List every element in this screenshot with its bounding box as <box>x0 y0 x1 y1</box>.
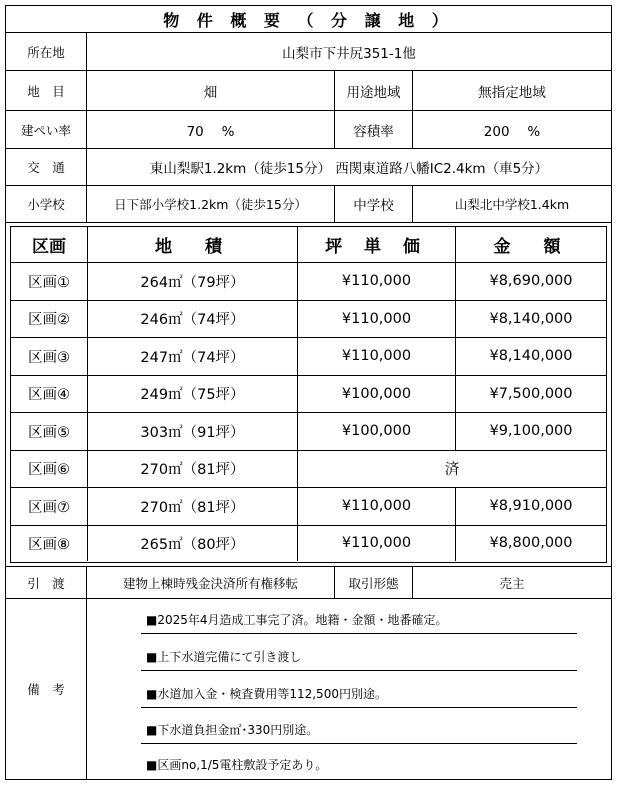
elementary-school-label: 小学校 <box>27 197 65 212</box>
lot-unit-price: ¥110,000 <box>297 263 455 300</box>
lot-name: 区画② <box>28 312 70 329</box>
school-row <box>6 186 611 223</box>
divider <box>141 707 577 708</box>
unit-price-header: 坪 単 価 <box>297 227 455 262</box>
lot-name: 区画① <box>28 274 70 291</box>
land-category-label: 地 目 <box>27 83 65 99</box>
lot-header: 区画 <box>32 237 66 257</box>
lot-name: 区画⑧ <box>28 536 70 553</box>
lot-price: ¥8,140,000 <box>455 338 606 375</box>
land-category-value: 畑 <box>86 71 334 110</box>
elementary-school-value: 日下部小学校1.2km（徒歩15分） <box>86 186 334 222</box>
lot-price: ¥8,910,000 <box>455 488 606 525</box>
transaction-type-label: 取引形態 <box>334 567 412 598</box>
table-row <box>11 301 606 339</box>
table-row <box>11 263 606 301</box>
transport-label: 交 通 <box>27 160 65 175</box>
divider <box>141 633 577 634</box>
lots-header-row <box>11 227 606 263</box>
lot-price: ¥8,800,000 <box>455 526 606 562</box>
divider <box>141 670 577 671</box>
page-title: 物 件 概 要 （ 分 譲 地 ） <box>163 10 454 30</box>
remarks-row <box>6 599 611 779</box>
table-row <box>11 413 606 451</box>
lot-unit-price: ¥100,000 <box>297 413 455 450</box>
table-row <box>11 376 606 414</box>
land-category-row <box>6 71 611 111</box>
remarks-label: 備 考 <box>27 682 65 697</box>
lot-name: 区画③ <box>28 349 70 366</box>
lot-price: ¥8,140,000 <box>455 301 606 338</box>
use-zone-value: 無指定地域 <box>412 71 611 110</box>
lot-area: 265㎡（80坪） <box>87 526 297 562</box>
lot-area: 249㎡（75坪） <box>87 376 297 413</box>
remark-note: ■水道加入金・検査費用等112,500円別途。 <box>146 687 387 701</box>
sold-mark: 済 <box>297 451 606 488</box>
lot-area: 264㎡（79坪） <box>87 263 297 300</box>
middle-school-value: 山梨北中学校1.4km <box>412 186 611 222</box>
lot-area: 270㎡（81坪） <box>87 488 297 525</box>
lot-unit-price: ¥110,000 <box>297 338 455 375</box>
lot-price: ¥7,500,000 <box>455 376 606 413</box>
remark-note: ■下水道負担金㎡･330円別途。 <box>146 723 319 737</box>
far-label: 容積率 <box>334 111 412 148</box>
lot-name: 区画⑦ <box>28 499 70 516</box>
divider <box>141 743 577 744</box>
lot-area: 270㎡（81坪） <box>87 451 297 488</box>
table-row <box>11 488 606 526</box>
table-row <box>11 451 606 489</box>
handover-label: 引 渡 <box>27 575 65 591</box>
property-overview-sheet <box>5 5 612 780</box>
coverage-row <box>6 111 611 149</box>
lot-price: ¥8,690,000 <box>455 263 606 300</box>
title-row <box>6 6 611 33</box>
lots-table <box>10 226 607 563</box>
middle-school-label: 中学校 <box>334 186 412 222</box>
lot-price: ¥9,100,000 <box>455 413 606 450</box>
handover-value: 建物上棟時残金決済所有権移転 <box>86 567 334 598</box>
coverage-value: 70 % <box>86 111 334 148</box>
lot-unit-price: ¥110,000 <box>297 526 455 562</box>
lot-name: 区画⑤ <box>28 424 70 441</box>
location-label: 所在地 <box>27 44 65 60</box>
price-header: 金 額 <box>455 227 606 262</box>
coverage-label: 建ぺい率 <box>20 122 71 138</box>
table-row <box>11 526 606 562</box>
remark-note: ■上下水道完備にて引き渡し <box>146 650 302 664</box>
transport-value: 東山梨駅1.2km（徒歩15分） 西関東道路八幡IC2.4km（車5分） <box>86 149 611 185</box>
lot-area: 303㎡（91坪） <box>87 413 297 450</box>
location-row <box>6 33 611 71</box>
lot-name: 区画⑥ <box>28 462 70 479</box>
table-row <box>11 338 606 376</box>
area-header: 地 積 <box>87 227 297 262</box>
location-value: 山梨市下井尻351-1他 <box>86 33 611 70</box>
lot-area: 247㎡（74坪） <box>87 338 297 375</box>
transport-row <box>6 149 611 186</box>
remark-note: ■2025年4月造成工事完了済。地籍・金額・地番確定。 <box>146 613 448 627</box>
lot-unit-price: ¥110,000 <box>297 488 455 525</box>
far-value: 200 % <box>412 111 611 148</box>
lot-name: 区画④ <box>28 387 70 404</box>
lot-unit-price: ¥110,000 <box>297 301 455 338</box>
remark-note: ■区画no,1/5電柱敷設予定あり。 <box>146 758 328 772</box>
handover-row <box>6 566 611 599</box>
transaction-type-value: 売主 <box>412 567 611 598</box>
lot-area: 246㎡（74坪） <box>87 301 297 338</box>
use-zone-label: 用途地域 <box>334 71 412 110</box>
lot-unit-price: ¥100,000 <box>297 376 455 413</box>
